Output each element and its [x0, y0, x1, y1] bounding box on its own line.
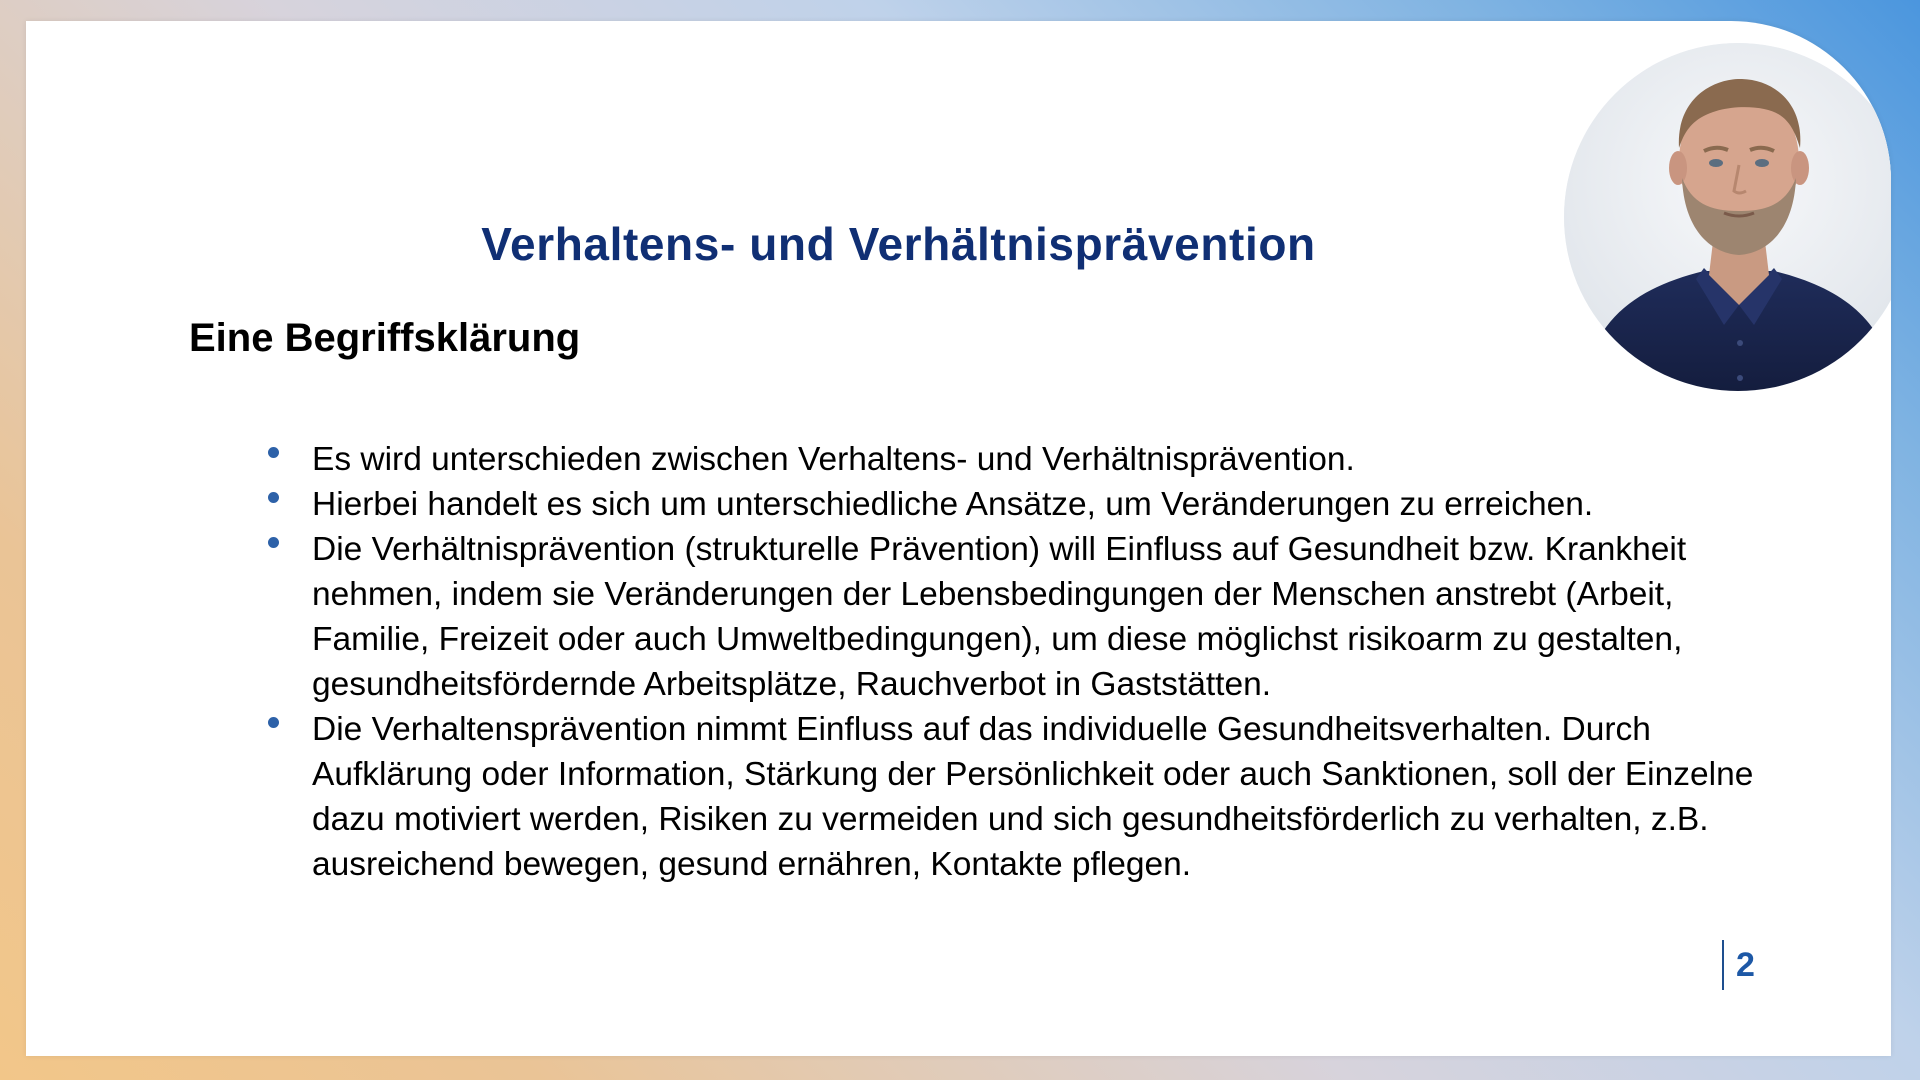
- bullet-text: Es wird unterschieden zwischen Verhaltens- und Verhältnisprävention.: [312, 441, 1355, 478]
- bullet-text: Hierbei handelt es sich um unterschiedliche Ansätze, um Veränderungen zu erreichen.: [312, 486, 1594, 523]
- bullet-text: Die Verhältnisprävention (strukturelle Prävention) will Einfluss auf Gesundheit bzw. Krankheit nehmen, indem sie Veränderungen der Lebensbedingungen der Menschen anstrebt (Arbeit, Familie, Freizeit oder auch Umweltbedingungen), um diese möglichst risikoarm zu gestalten, gesundheitsfördernde Arbeitsplätze, Rauchverbot in Gaststätten.: [312, 531, 1687, 703]
- bullet-item: [312, 437, 1772, 482]
- bullet-item: [312, 527, 1772, 707]
- bullet-list: [312, 437, 1772, 887]
- slide-subtitle: Eine Begriffsklärung: [189, 316, 581, 360]
- bullet-item: [312, 482, 1772, 527]
- speaker-video-overlay: [1564, 43, 1891, 391]
- bullet-text: Die Verhaltensprävention nimmt Einfluss auf das individuelle Gesundheitsverhalten. Durch Aufklärung oder Information, Stärkung der Persönlichkeit oder auch Sanktionen, soll der Einzelne dazu motiviert werden, Risiken zu vermeiden und sich gesundheitsförderlich zu verhalten, z.B. ausreichend bewegen, gesund ernähren, Kontakte pflegen.: [312, 711, 1754, 883]
- page-number-marker: [1722, 940, 1755, 990]
- bullet-dot-icon: [268, 447, 279, 458]
- slide-title: Verhaltens- und Verhältnisprävention: [481, 218, 1316, 270]
- bullet-dot-icon: [268, 492, 279, 503]
- bullet-dot-icon: [268, 537, 279, 548]
- presentation-slide: [26, 21, 1891, 1056]
- page-number: 2: [1736, 946, 1755, 984]
- speaker-avatar-icon: [1564, 43, 1891, 391]
- bullet-dot-icon: [268, 717, 279, 728]
- bullet-item: [312, 707, 1772, 887]
